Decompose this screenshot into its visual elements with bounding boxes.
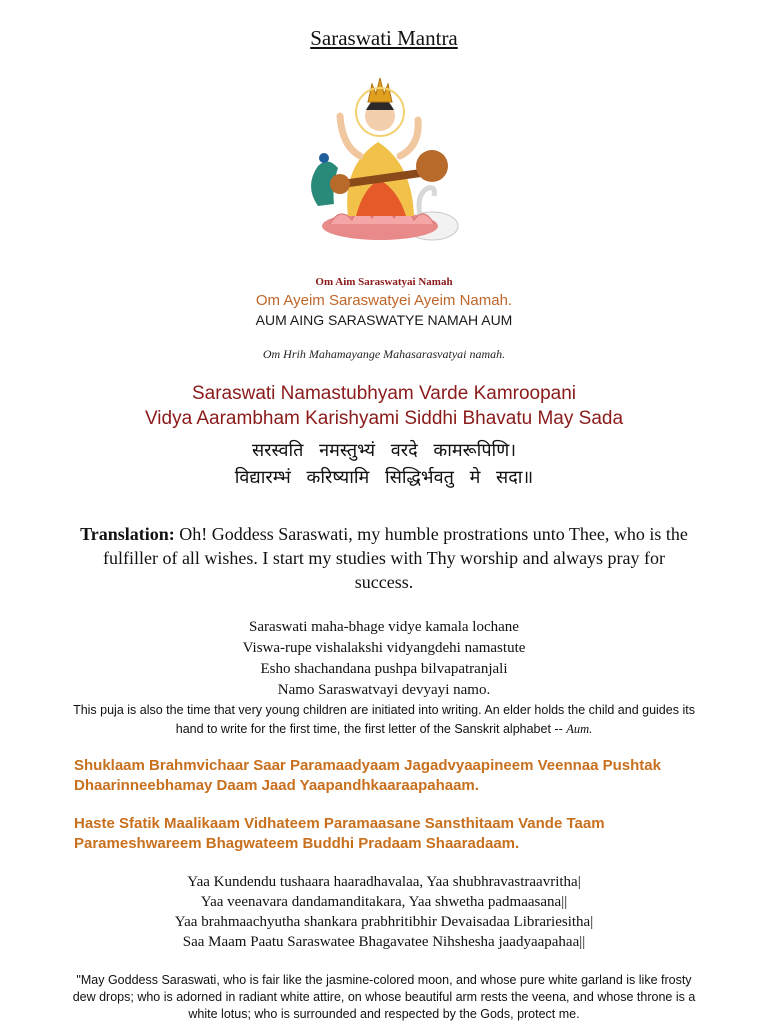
verse1-line: Viswa-rupe vishalakshi vidyangdehi namastute (242, 640, 526, 656)
final-translation: "May Goddess Saraswati, who is fair like the jasmine-colored moon, and whose pure white garland is like frosty dew drops; who is adorned in radiant white attire, on whose beautiful arm rests the veena, and whose throne is a white lotus; who is surrounded and respected by the Gods, protect me. (72, 973, 696, 1021)
translation-text: Oh! Goddess Saraswati, my humble prostrations unto Thee, who is the fulfiller of all wishes. I start my studies with Thy worship and always pray for success. (102, 524, 688, 592)
mantra-line-4: Om Hrih Mahamayange Mahasarasvatyai namah. (262, 347, 506, 361)
prayer-devanagari-2: विद्यारम्भं करिष्यामि सिद्धिर्भवतु मे सदा॥ (234, 467, 534, 488)
translation-paragraph (74, 522, 694, 594)
puja-text: This puja is also the time that very young children are initiated into writing. An elder holds the child and guides its hand to write for the first time, the first letter of the Sanskrit alphabet -- (73, 703, 695, 736)
verse2-line: Saa Maam Paatu Saraswatee Bhagavatee Nihshesha jaadyaapahaa|| (182, 934, 586, 950)
goddess-saraswati-icon (300, 56, 468, 252)
verse1-line: Namo Saraswatvayi devyayi namo. (277, 682, 491, 698)
shloka-first: Shuklaam Brahmvichaar Saar Paramaadyaam Jagadvyaapineem Veennaa Pushtak Dhaarinneebhamay Daam Jaad Yaapandhkaaraapahaam. (74, 757, 661, 794)
prayer-roman-1: Saraswati Namastubhyam Varde Kamroopani (191, 383, 577, 404)
verse2-line: Yaa veenavara dandamanditakara, Yaa shwetha padmaasana|| (200, 894, 568, 910)
mantra-line-2: Om Ayeim Saraswatyei Ayeim Namah. (255, 292, 513, 309)
verse1-line: Saraswati maha-bhage vidye kamala lochane (249, 619, 519, 635)
page-title: Saraswati Mantra (310, 26, 458, 50)
prayer-roman-2: Vidya Aarambham Karishyami Siddhi Bhavatu May Sada (144, 408, 624, 429)
verse2-line: Yaa Kundendu tushaara haaradhavalaa, Yaa shubhravastraavritha| (187, 874, 581, 890)
verse2-line: Yaa brahmaachyutha shankara prabhritibhir Devaisadaa Librariesitha| (174, 914, 594, 930)
prayer-devanagari-1: सरस्वति नमस्तुभ्यं वरदे कामरूपिणि। (251, 440, 517, 461)
translation-label: Translation: (80, 524, 175, 544)
puja-paragraph (70, 701, 698, 739)
aum-word: Aum. (566, 722, 593, 736)
shloka-second: Haste Sfatik Maalikaam Vidhateem Paramaasane Sansthitaam Vande Taam Parameshwareem Bhagwateem Buddhi Pradaam Shaaradaam. (74, 815, 605, 852)
mantra-line-3: AUM AING SARASWATYE NAMAH AUM (255, 312, 513, 328)
verse1-line: Esho shachandana pushpa bilvapatranjali (260, 661, 508, 677)
mantra-line-1: Om Aim Saraswatyai Namah (315, 276, 453, 288)
